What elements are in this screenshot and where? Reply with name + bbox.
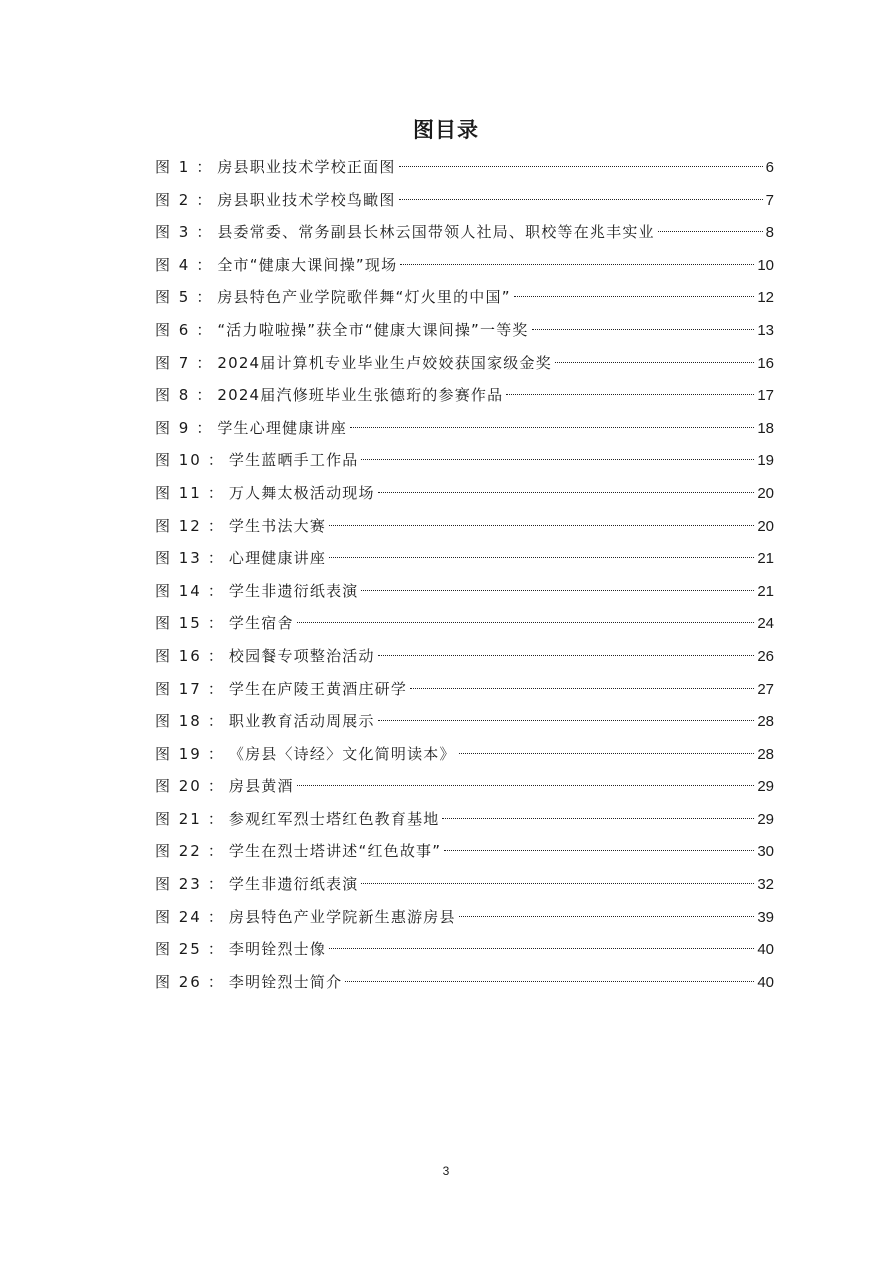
toc-dot-leader [378, 655, 755, 656]
toc-entry-separator: ： [196, 418, 212, 437]
toc-entry-label: 图 19 [155, 744, 202, 763]
toc-entry-separator: ： [207, 451, 223, 470]
toc-entry-title: 李明铨烈士像 [228, 940, 327, 959]
toc-entry-title: 学生非遗衍纸表演 [228, 875, 359, 894]
toc-entry-separator: ： [196, 223, 212, 242]
toc-dot-leader [410, 688, 754, 689]
toc-entry[interactable] [155, 738, 774, 771]
toc-entry-label: 图 1 [155, 158, 191, 176]
toc-entry-page: 16 [757, 354, 774, 372]
toc-entry-page: 20 [757, 484, 774, 502]
toc-entry-separator: ： [207, 516, 223, 535]
toc-entry-label: 图 12 [155, 516, 202, 535]
toc-entry-label: 图 20 [155, 777, 202, 796]
toc-entry-title: 学生非遗衍纸表演 [228, 581, 359, 600]
toc-entry[interactable] [155, 901, 774, 934]
toc-entry[interactable] [155, 705, 774, 738]
toc-entry[interactable] [155, 281, 774, 314]
toc-dot-leader [329, 557, 754, 558]
toc-entry-title: 万人舞太极活动现场 [228, 483, 375, 502]
toc-dot-leader [658, 231, 763, 232]
toc-entry-label: 图 7 [155, 353, 191, 372]
toc-entry-page: 12 [757, 289, 774, 307]
toc-entry-separator: ： [196, 386, 212, 405]
toc-dot-leader [329, 948, 754, 949]
toc-entry-separator: ： [207, 972, 223, 991]
toc-entry-separator: ： [207, 614, 223, 633]
toc-entry-separator: ： [207, 875, 223, 894]
toc-dot-leader [506, 394, 754, 395]
toc-entry-label: 图 15 [155, 614, 202, 633]
toc-entry-title: 房县职业技术学校鸟瞰图 [217, 190, 396, 209]
toc-entry-title: 校园餐专项整治活动 [228, 646, 375, 665]
toc-entry-page: 40 [757, 941, 774, 959]
toc-entry-page: 26 [757, 647, 774, 665]
toc-entry-title: 学生宿舍 [228, 614, 294, 633]
page-title: 图目录 [413, 118, 479, 142]
toc-entry-label: 图 14 [155, 581, 202, 600]
toc-entry-page: 39 [757, 908, 774, 926]
toc-entry-title: 县委常委、常务副县长林云国带领人社局、职校等在兆丰实业 [217, 223, 655, 242]
toc-entry-separator: ： [207, 777, 223, 796]
toc-entry-page: 30 [757, 843, 774, 861]
toc-entry-separator: ： [196, 353, 212, 372]
toc-entry-title: 参观红军烈士塔红色教育基地 [228, 809, 440, 828]
toc-entry-label: 图 5 [155, 288, 191, 307]
toc-dot-leader [459, 916, 755, 917]
toc-entry[interactable] [155, 314, 774, 347]
toc-entry-title: 房县职业技术学校正面图 [217, 158, 396, 176]
toc-entry-title: 学生书法大赛 [228, 516, 327, 535]
toc-dot-leader [361, 883, 754, 884]
toc-entry-label: 图 21 [155, 809, 202, 828]
toc-dot-leader [361, 459, 754, 460]
toc-entry-label: 图 2 [155, 190, 191, 209]
toc-entry[interactable] [155, 803, 774, 836]
toc-entry-page: 10 [757, 256, 774, 274]
toc-entry-separator: ： [207, 483, 223, 502]
toc-entry-page: 18 [757, 419, 774, 437]
toc-dot-leader [378, 720, 755, 721]
toc-entry-separator: ： [207, 549, 223, 568]
toc-entry-title: 房县黄酒 [228, 777, 294, 796]
toc-entry[interactable] [155, 933, 774, 966]
toc-entry-page: 21 [757, 550, 774, 568]
toc-entry[interactable] [155, 249, 774, 282]
toc-entry-separator: ： [196, 320, 212, 339]
toc-entry-separator: ： [207, 712, 223, 731]
toc-entry-separator: ： [207, 907, 223, 926]
toc-dot-leader [400, 264, 754, 265]
toc-dot-leader [399, 166, 763, 167]
toc-dot-leader [555, 362, 754, 363]
toc-entry-page: 29 [757, 810, 774, 828]
toc-entry-title: 房县特色产业学院新生惠游房县 [228, 907, 456, 926]
toc-entry-page: 32 [757, 876, 774, 894]
toc-entry[interactable] [155, 966, 774, 999]
toc-entry-page: 20 [757, 517, 774, 535]
toc-entry-label: 图 18 [155, 712, 202, 731]
toc-entry-separator: ： [196, 255, 212, 274]
toc-entry-label: 图 9 [155, 418, 191, 437]
toc-entry-label: 图 24 [155, 907, 202, 926]
toc-entry-title: 学生在庐陵王黄酒庄研学 [228, 679, 408, 698]
toc-entry-title: 《房县〈诗经〉文化简明读本》 [228, 744, 456, 763]
toc-dot-leader [378, 492, 755, 493]
toc-dot-leader [444, 850, 754, 851]
toc-entry[interactable] [155, 477, 774, 510]
toc-entry-label: 图 16 [155, 646, 202, 665]
toc-dot-leader [345, 981, 754, 982]
toc-entry-page: 28 [757, 713, 774, 731]
toc-entry-page: 6 [765, 159, 774, 176]
toc-entry-page: 13 [757, 321, 774, 339]
toc-entry[interactable] [155, 640, 774, 673]
toc-entry-separator: ： [196, 190, 212, 209]
toc-dot-leader [297, 785, 755, 786]
toc-entry-page: 17 [757, 387, 774, 405]
toc-dot-leader [399, 199, 763, 200]
toc-dot-leader [361, 590, 754, 591]
toc-entry-page: 21 [757, 582, 774, 600]
toc-entry[interactable] [155, 868, 774, 901]
toc-dot-leader [442, 818, 754, 819]
toc-entry-title: 职业教育活动周展示 [228, 712, 375, 731]
toc-entry-separator: ： [207, 581, 223, 600]
toc-entry-title: “活力啦啦操”获全市“健康大课间操”一等奖 [217, 320, 529, 339]
toc-entry-label: 图 23 [155, 875, 202, 894]
toc-entry-separator: ： [207, 842, 223, 861]
toc-entry-title: 2024届汽修班毕业生张德珩的参赛作品 [217, 386, 504, 405]
toc-entry-label: 图 22 [155, 842, 202, 861]
toc-entry-label: 图 3 [155, 223, 191, 242]
toc-entry[interactable] [155, 510, 774, 543]
toc-entry[interactable] [155, 216, 774, 249]
toc-entry-separator: ： [207, 646, 223, 665]
toc-entry-page: 27 [757, 680, 774, 698]
toc-entry[interactable] [155, 347, 774, 380]
toc-entry[interactable] [155, 379, 774, 412]
toc-entry-page: 24 [757, 615, 774, 633]
toc-entry-page: 29 [757, 778, 774, 796]
toc-dot-leader [350, 427, 754, 428]
toc-entry[interactable] [155, 673, 774, 706]
toc-entry-title: 学生在烈士塔讲述“红色故事” [228, 842, 442, 861]
toc-entry[interactable] [155, 184, 774, 217]
toc-entry-label: 图 26 [155, 972, 202, 991]
toc-entry[interactable] [155, 412, 774, 445]
toc-entry-title: 学生心理健康讲座 [217, 418, 347, 437]
toc-entry-label: 图 10 [155, 451, 202, 470]
toc-entry-label: 图 17 [155, 679, 202, 698]
toc-entry-label: 图 13 [155, 549, 202, 568]
toc-entry-separator: ： [207, 809, 223, 828]
toc-entry[interactable] [155, 444, 774, 477]
figure-toc-list [155, 151, 774, 998]
toc-entry-page: 28 [757, 745, 774, 763]
toc-entry-label: 图 6 [155, 320, 191, 339]
toc-dot-leader [297, 622, 755, 623]
toc-dot-leader [329, 525, 754, 526]
toc-entry-title: 2024届计算机专业毕业生卢姣姣获国家级金奖 [217, 353, 552, 372]
toc-entry-page: 19 [757, 452, 774, 470]
toc-entry-label: 图 8 [155, 386, 191, 405]
toc-entry-title: 李明铨烈士简介 [228, 972, 343, 991]
toc-dot-leader [459, 753, 755, 754]
page-number: 3 [442, 1164, 450, 1178]
toc-dot-leader [532, 329, 755, 330]
toc-entry-separator: ： [207, 744, 223, 763]
toc-entry[interactable] [155, 607, 774, 640]
toc-entry[interactable] [155, 151, 774, 184]
toc-entry-separator: ： [196, 158, 212, 176]
toc-entry-separator: ： [207, 940, 223, 959]
toc-entry-label: 图 4 [155, 255, 191, 274]
toc-entry-label: 图 11 [155, 483, 202, 502]
toc-entry-label: 图 25 [155, 940, 202, 959]
toc-entry[interactable] [155, 835, 774, 868]
toc-entry-page: 7 [765, 191, 774, 209]
toc-entry-separator: ： [196, 288, 212, 307]
toc-entry-title: 学生蓝晒手工作品 [228, 451, 359, 470]
toc-entry[interactable] [155, 542, 774, 575]
toc-entry-page: 8 [765, 224, 774, 242]
toc-entry[interactable] [155, 575, 774, 608]
toc-entry-title: 房县特色产业学院歌伴舞“灯火里的中国” [217, 288, 511, 307]
toc-entry-title: 全市“健康大课间操”现场 [217, 255, 398, 274]
toc-entry-title: 心理健康讲座 [228, 549, 327, 568]
toc-entry[interactable] [155, 770, 774, 803]
toc-entry-page: 40 [757, 973, 774, 991]
toc-entry-separator: ： [207, 679, 223, 698]
toc-dot-leader [514, 296, 755, 297]
